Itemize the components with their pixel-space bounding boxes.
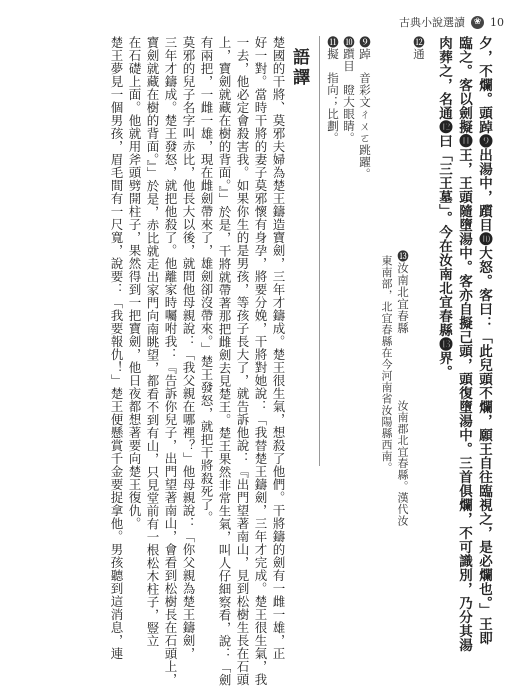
translation-line-4: 上，寶劍就藏在樹的背面。』」於是，干將就帶著那把雌劍去見楚王。楚王果然非常生氣，叫人仔細察看，說：「劍 bbox=[217, 36, 232, 687]
note-13-text-a: 汝南郡北宜春縣。漢代汝 bbox=[396, 400, 409, 527]
book-title: 古典小說選讀 bbox=[399, 16, 465, 29]
translation-line-3: 一去，他必定會殺害我。如果你生的是男孩，等孩子長大了，就告訴他說：『出門望著南山，見到松樹生長在石頭 bbox=[235, 36, 250, 686]
original-line-2: 臨之。客以劍擬⓫王，王頭隨墮湯中。客亦自擬己頭，頭復墮湯中。三首俱爛，不可識別，乃分其湯 bbox=[456, 36, 472, 652]
original-line-3: 肉葬之，名通⓬曰「三王墓」。今在汝南北宜春縣⓭界。 bbox=[436, 36, 452, 380]
note-9: ❾踔 音彩文ㄔㄨㄛ跳躍。 bbox=[358, 36, 372, 180]
page-header bbox=[399, 14, 504, 30]
page-number: 10 bbox=[490, 15, 504, 29]
note-13-a: ⓭汝南北宜春縣 bbox=[396, 250, 410, 334]
translation-line-6: 莫邪的兒子名字叫赤比，他長大以後，就問他母親說：「我父親在哪裡？」他母親說：「你父親為楚王鑄劍， bbox=[181, 36, 196, 660]
original-line-1: 夕，不爛。頭踔❾出湯中，躓目❿大怒。客曰：「此兒頭不爛，願王自往臨視之，是必爛也。」王即 bbox=[476, 36, 492, 646]
note-11: ⓫擬 指向；比劃。 bbox=[326, 36, 340, 144]
translation-line-9: 在石礎上面。他就用斧頭劈開柱子，果然得到一把寶劍，他日夜都想著要向楚王復仇。 bbox=[127, 36, 142, 530]
translation-line-5: 有兩把，一雌一雄，現在雌劍帶來了，雄劍卻沒帶來。」楚王發怒，就把干將殺死了。 bbox=[199, 36, 214, 524]
section-divider bbox=[319, 36, 320, 466]
section-title: 語譯 bbox=[289, 48, 309, 88]
translation-line-2: 好一對。當時干將的妻子莫邪懷有身孕，將要分娩，干將對她說：「我替楚王鑄劍，三年才完成。楚王很生氣，我 bbox=[253, 36, 268, 686]
translation-line-7: 三年才鑄成。楚王發怒，就把他殺了。他離家時囑咐我：『告訴你兒子，出門望著南山，會看到松樹長在石頭上， bbox=[163, 36, 178, 686]
translation-line-8: 寶劍就藏在樹的背面。』」於是，赤比就走出家門向南眺望，都看不到有山，只見堂前有一根松木柱子，豎立 bbox=[145, 36, 160, 648]
note-10: ❿躓目 瞪大眼睛。 bbox=[342, 36, 356, 144]
translation-line-1: 楚國的干將、莫邪夫婦為楚王鑄造寶劍，三年才鑄成。楚王很生氣，想殺了他們。干將鑄的劍有一雌一雄，正 bbox=[271, 36, 286, 660]
note-12: ⓬通 bbox=[412, 36, 426, 60]
note-13-text-b: 東南部，北宜春縣在今河南省汝陽縣西南。 bbox=[380, 255, 393, 474]
page-badge-icon: ❀ bbox=[471, 16, 484, 29]
translation-line-10: 楚王夢見一個男孩，眉毛間有一尺寬，說要：「我要報仇！」楚王便懸賞千金要捉拿他。男孩聽到這消息，連 bbox=[109, 36, 124, 660]
